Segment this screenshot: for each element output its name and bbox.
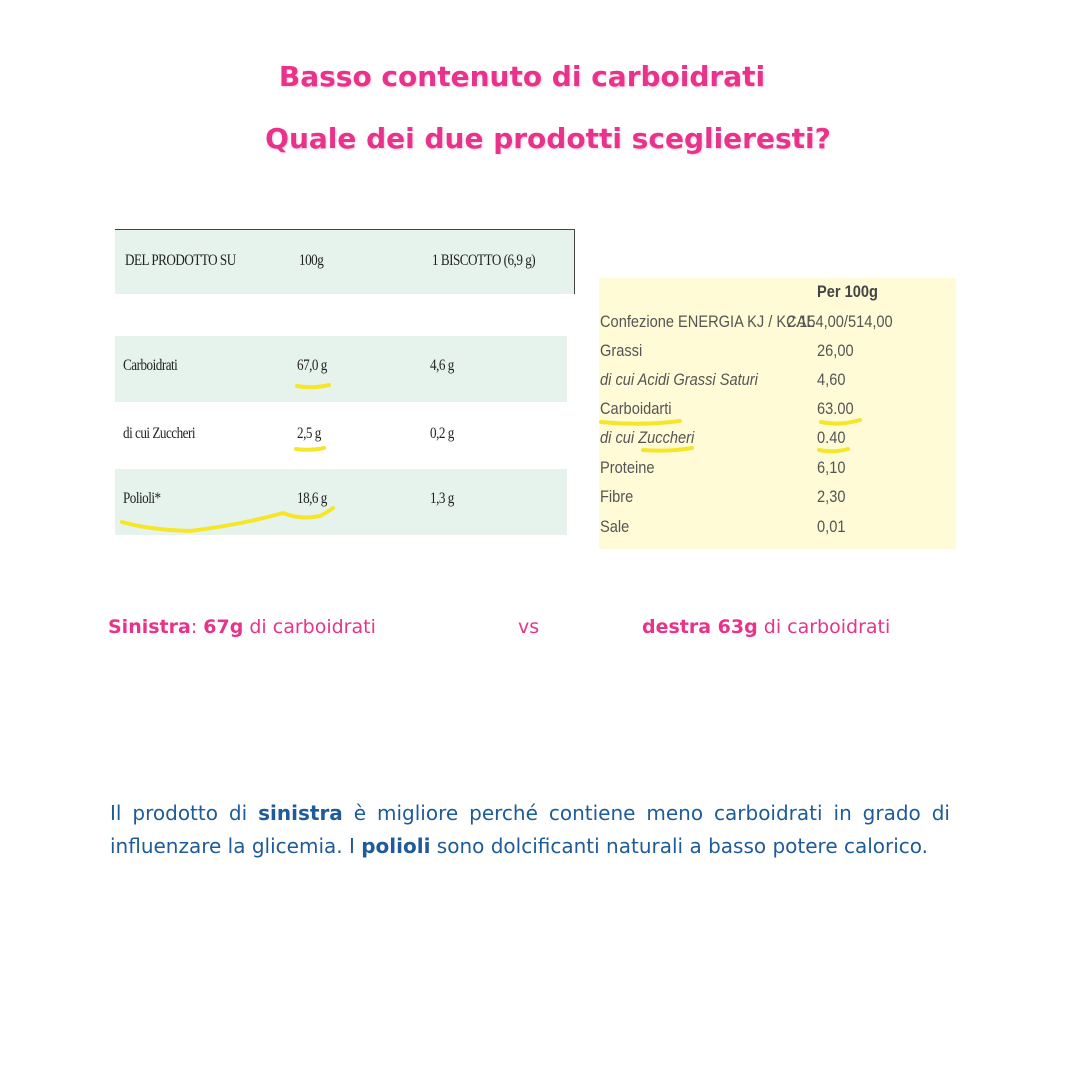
left-header-100g: 100g: [299, 252, 324, 269]
comparison-left-sep: :: [190, 616, 204, 638]
comparison-left-amount: 67g: [203, 616, 244, 638]
row-label: di cui Acidi Grassi Saturi: [600, 370, 758, 389]
row-label: Polioli*: [123, 490, 161, 507]
row-value: 0,01: [817, 517, 846, 536]
explanation-bold-sinistra: sinistra: [258, 801, 343, 825]
comparison-vs: vs: [518, 616, 540, 638]
left-table-header: [115, 229, 575, 294]
row-value: 6,10: [817, 458, 846, 477]
left-header-biscuit: 1 BISCOTTO (6,9 g): [432, 252, 536, 269]
comparison-right-label: destra 63g: [642, 616, 758, 638]
comparison-left: [108, 616, 376, 638]
row-value-100g: 2,5 g: [297, 425, 321, 442]
row-label: Confezione ENERGIA KJ / KCAL: [600, 312, 815, 331]
row-label: Sale: [600, 517, 630, 536]
row-value-100g: 67,0 g: [297, 357, 327, 374]
row-value-biscuit: 4,6 g: [430, 357, 454, 374]
row-label: Carboidarti: [600, 399, 672, 418]
left-header-product: DEL PRODOTTO SU: [125, 252, 236, 269]
right-header-per100g: Per 100g: [817, 282, 878, 301]
explanation-text: Il prodotto di: [110, 801, 259, 825]
comparison-right-rest: di carboidrati: [757, 616, 891, 638]
row-label: di cui Zuccheri: [600, 428, 695, 447]
explanation-bold-polioli: polioli: [361, 834, 431, 858]
row-label: Carboidrati: [123, 357, 178, 374]
left-band-carb: [115, 336, 567, 402]
row-value: 2,30: [817, 487, 846, 506]
left-nutrition-table: [115, 229, 575, 551]
row-label: Grassi: [600, 341, 643, 360]
explanation-text: è migliore perché contiene meno carboidrati in grado di influenzare la glicemia. I: [110, 801, 950, 858]
comparison-right: [642, 616, 890, 638]
left-band-polioli: [115, 469, 567, 535]
row-value-biscuit: 0,2 g: [430, 425, 454, 442]
row-value: 2.154,00/514,00: [787, 312, 893, 331]
row-value-100g: 18,6 g: [297, 490, 327, 507]
page-title: Basso contenuto di carboidrati: [278, 60, 766, 93]
right-nutrition-table: [599, 278, 956, 549]
row-value: 63.00: [817, 399, 854, 418]
row-value: 0.40: [817, 428, 846, 447]
explanation-text: sono dolcificanti naturali a basso potere calorico.: [430, 834, 929, 858]
comparison-left-label: Sinistra: [108, 616, 191, 638]
row-label: di cui Zuccheri: [123, 425, 196, 442]
comparison-left-rest: di carboidrati: [243, 616, 376, 638]
row-label: Proteine: [600, 458, 655, 477]
row-label: Fibre: [600, 487, 634, 506]
explanation-paragraph: [110, 797, 950, 863]
page-subtitle-question: Quale dei due prodotti sceglieresti?: [265, 122, 831, 155]
row-value: 26,00: [817, 341, 854, 360]
row-value-biscuit: 1,3 g: [430, 490, 454, 507]
row-value: 4,60: [817, 370, 846, 389]
